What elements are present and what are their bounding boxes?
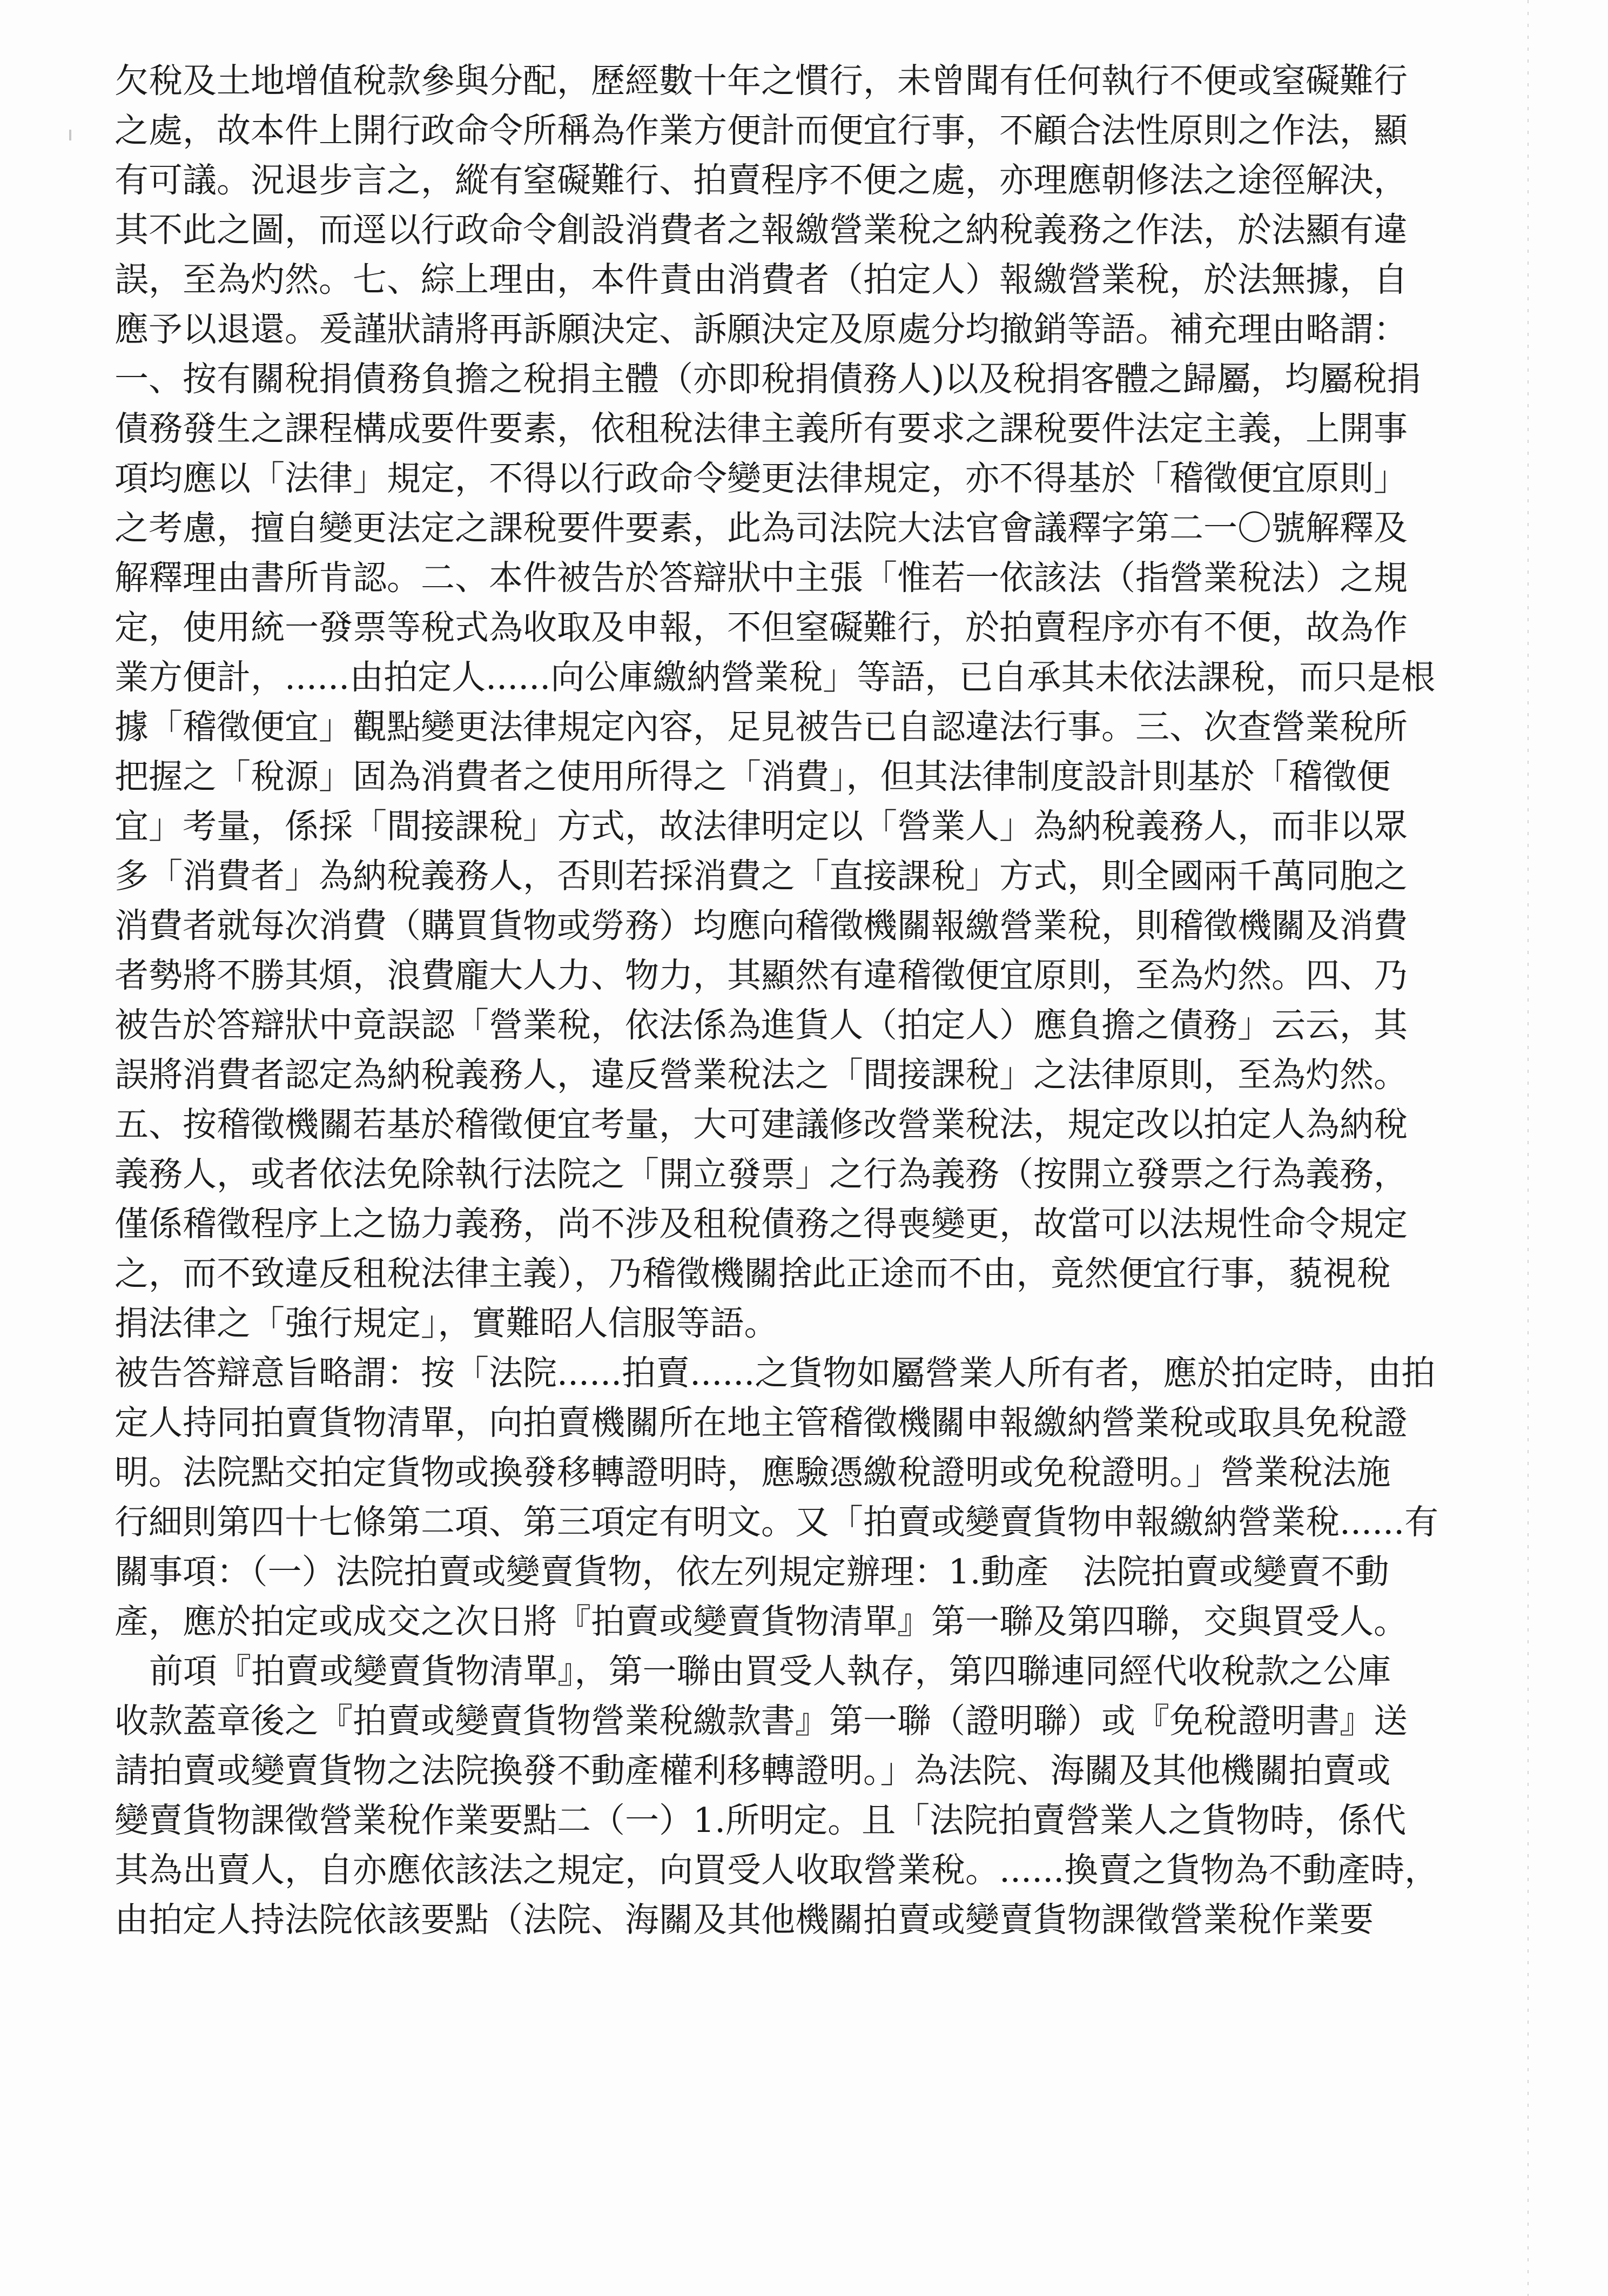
text-line: 解釋理由書所肯認。二、本件被告於答辯狀中主張「惟若一依該法（指營業稅法）之規 [115, 558, 1408, 598]
text-line: 定，使用統一發票等稅式為收取及申報，不但窒礙難行，於拍賣程序亦有不便，故為作 [115, 608, 1408, 647]
text-line: 收款蓋章後之『拍賣或變賣貨物營業稅繳款書』第一聯（證明聯）或『免稅證明書』送 [115, 1701, 1408, 1741]
text-line: 業方便計，......由拍定人......向公庫繳納營業稅」等語，已自承其未依法課稅，而只是根 [115, 657, 1436, 697]
text-line: 消費者就每次消費（購買貨物或勞務）均應向稽徵機關報繳營業稅，則稽徵機關及消費 [115, 906, 1408, 945]
text-line: 捐法律之「強行規定」，實難昭人信服等語。 [115, 1304, 778, 1343]
text-line: 者勢將不勝其煩，浪費龐大人力、物力，其顯然有違稽徵便宜原則，至為灼然。四、乃 [115, 956, 1408, 995]
text-line: 欠稅及土地增值稅款參與分配，歷經數十年之慣行，未曾聞有任何執行不便或窒礙難行 [115, 61, 1408, 100]
text-line: 其為出賣人，自亦應依該法之規定，向買受人收取營業稅。......換賣之貨物為不動產時， [115, 1850, 1439, 1890]
text-line: 請拍賣或變賣貨物之法院換發不動產權利移轉證明。」為法院、海關及其他機關拍賣或 [115, 1751, 1391, 1790]
text-line: 產，應於拍定或成交之次日將『拍賣或變賣貨物清單』第一聯及第四聯，交與買受人。 [115, 1602, 1408, 1641]
text-line: 定人持同拍賣貨物清單，向拍賣機關所在地主管稽徵機關申報繳納營業稅或取具免稅證 [115, 1403, 1408, 1442]
text-line: 多「消費者」為納稅義務人，否則若採消費之「直接課稅」方式，則全國兩千萬同胞之 [115, 856, 1408, 896]
text-line: 項均應以「法律」規定，不得以行政命令變更法律規定，亦不得基於「稽徵便宜原則」 [115, 459, 1408, 498]
text-line: 應予以退還。爰謹狀請將再訴願決定、訴願決定及原處分均撤銷等語。補充理由略謂： [115, 310, 1408, 349]
scan-mark [69, 130, 71, 140]
text-line: 一、按有關稅捐債務負擔之稅捐主體（亦即稅捐債務人)以及稅捐客體之歸屬，均屬稅捐 [115, 359, 1421, 399]
text-line: 關事項：（一）法院拍賣或變賣貨物，依左列規定辦理：1.動產 法院拍賣或變賣不動 [115, 1552, 1389, 1592]
text-line: 行細則第四十七條第二項、第三項定有明文。又「拍賣或變賣貨物申報繳納營業稅......有 [115, 1502, 1439, 1542]
text-line: 義務人，或者依法免除執行法院之「開立發票」之行為義務（按開立發票之行為義務， [115, 1154, 1408, 1194]
text-line: 債務發生之課程構成要件要素，依租稅法律主義所有要求之課稅要件法定主義，上開事 [115, 409, 1408, 448]
text-line: 被告於答辯狀中竟誤認「營業稅，依法係為進貨人（拍定人）應負擔之債務」云云，其 [115, 1005, 1408, 1045]
text-line: 有可議。況退步言之，縱有窒礙難行、拍賣程序不便之處，亦理應朝修法之途徑解決， [115, 160, 1408, 200]
scan-edge-dotted-line [1528, 0, 1529, 2296]
text-line: 之處，故本件上開行政命令所稱為作業方便計而便宜行事，不顧合法性原則之作法，顯 [115, 111, 1408, 150]
text-line: 由拍定人持法院依該要點（法院、海關及其他機關拍賣或變賣貨物課徵營業稅作業要 [115, 1900, 1374, 1939]
text-line: 之考慮，擅自變更法定之課稅要件要素，此為司法院大法官會議釋字第二一〇號解釋及 [115, 508, 1408, 548]
text-line: 僅係稽徵程序上之協力義務，尚不涉及租稅債務之得喪變更，故當可以法規性命令規定 [115, 1204, 1408, 1244]
text-line: 據「稽徵便宜」觀點變更法律規定內容，足見被告已自認違法行事。三、次查營業稅所 [115, 707, 1408, 747]
text-line: 誤將消費者認定為納稅義務人，違反營業稅法之「間接課稅」之法律原則，至為灼然。 [115, 1055, 1408, 1095]
text-line: 誤，至為灼然。七、綜上理由，本件責由消費者（拍定人）報繳營業稅，於法無據，自 [115, 260, 1408, 299]
text-line: 變賣貨物課徵營業稅作業要點二（一）1.所明定。且「法院拍賣營業人之貨物時，係代 [115, 1801, 1407, 1840]
text-line: 五、按稽徵機關若基於稽徵便宜考量，大可建議修改營業稅法，規定改以拍定人為納稅 [115, 1105, 1408, 1144]
text-line: 其不此之圖，而逕以行政命令創設消費者之報繳營業稅之納稅義務之作法，於法顯有違 [115, 210, 1408, 250]
text-line: 明。法院點交拍定貨物或換發移轉證明時，應驗憑繳稅證明或免稅證明。」營業稅法施 [115, 1453, 1391, 1492]
text-line: 前項『拍賣或變賣貨物清單』，第一聯由買受人執存，第四聯連同經代收稅款之公庫 [149, 1651, 1391, 1691]
text-line: 之，而不致違反租稅法律主義），乃稽徵機關捨此正途而不由，竟然便宜行事，藐視稅 [115, 1254, 1391, 1293]
text-line: 被告答辯意旨略謂：按「法院......拍賣......之貨物如屬營業人所有者，應於拍定時，由拍 [115, 1353, 1436, 1393]
document-body [115, 56, 1497, 1945]
text-line: 把握之「稅源」固為消費者之使用所得之「消費」，但其法律制度設計則基於「稽徵便 [115, 757, 1391, 796]
text-line: 宜」考量，係採「間接課稅」方式，故法律明定以「營業人」為納稅義務人，而非以眾 [115, 807, 1408, 846]
